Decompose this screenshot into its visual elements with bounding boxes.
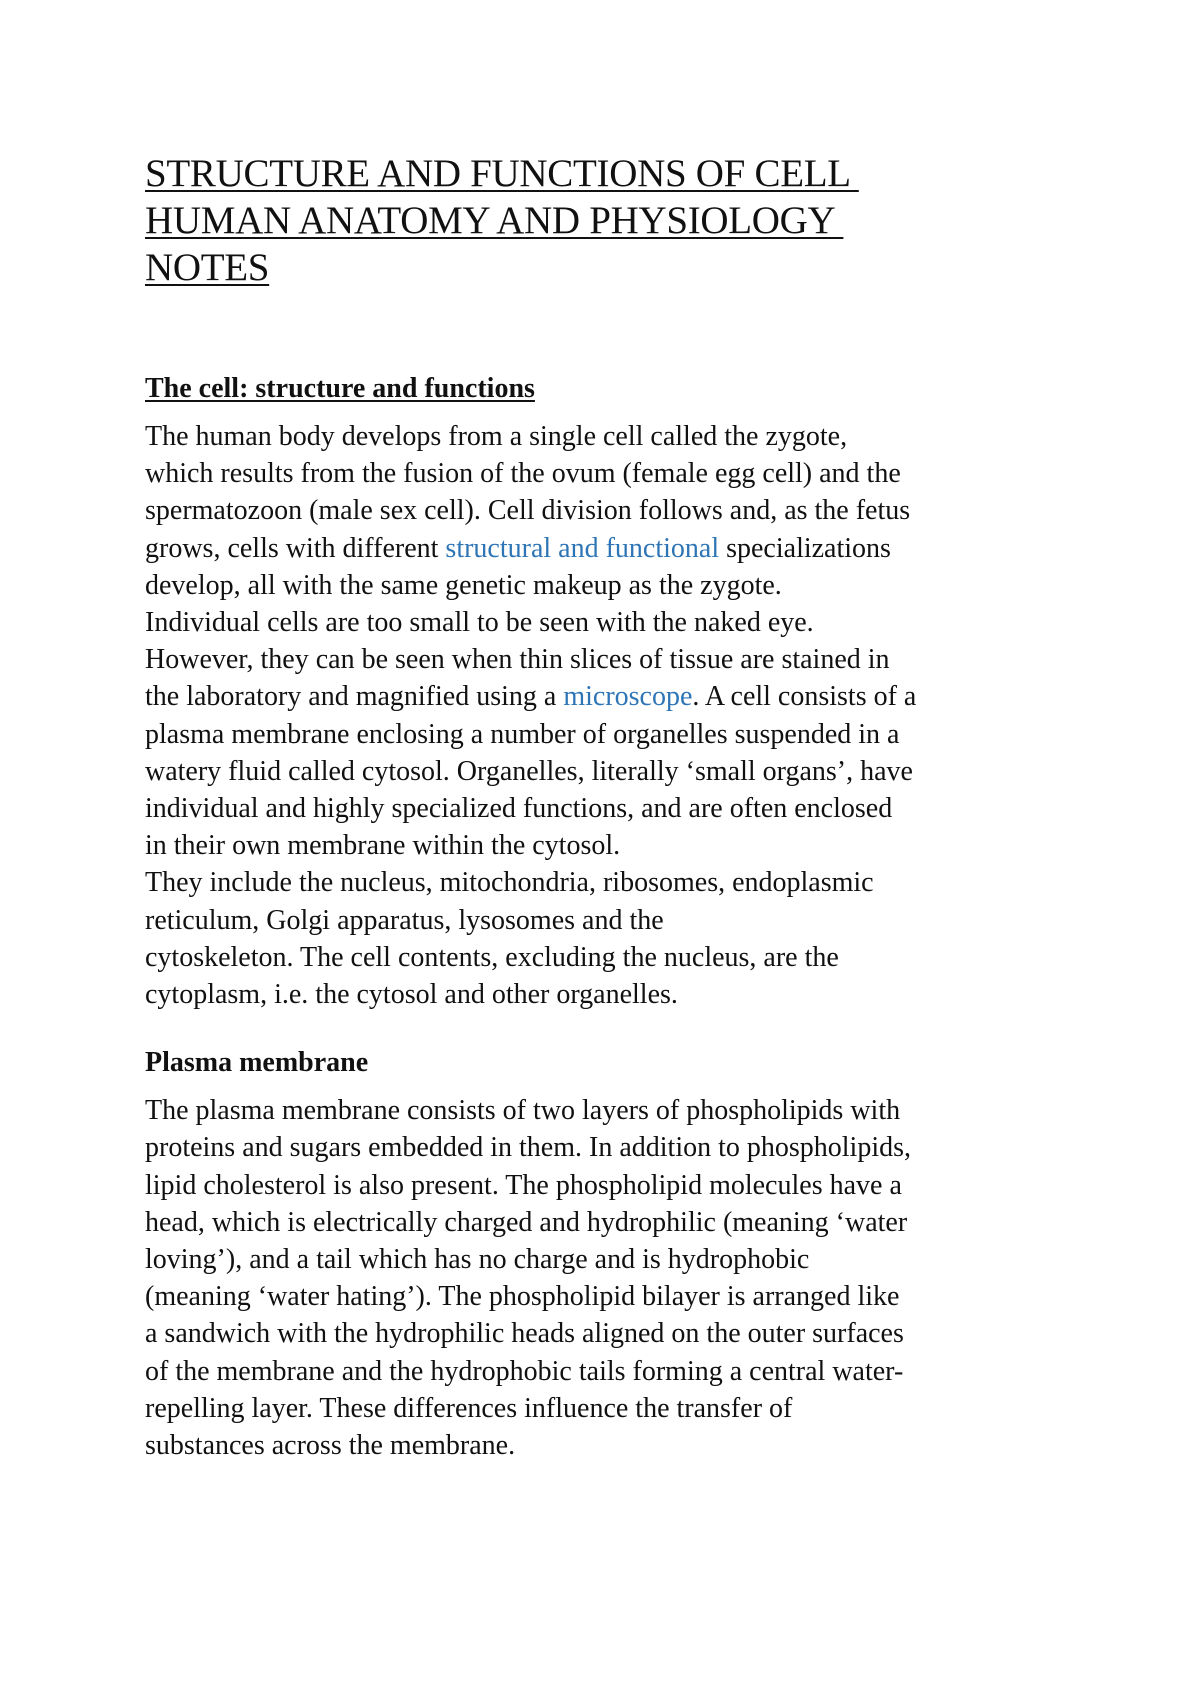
title-line: NOTES <box>145 246 270 289</box>
text-line: spermatozoon (male sex cell). Cell division follows and, as the fetus <box>145 495 911 527</box>
text-line: reticulum, Golgi apparatus, lysosomes and the <box>145 904 664 936</box>
section-heading-cell: The cell: structure and functions <box>145 373 535 404</box>
text-line: Individual cells are too small to be seen with the naked eye. <box>145 607 814 639</box>
text-segment: grows, cells with different <box>145 532 446 564</box>
text-line: cytoplasm, i.e. the cytosol and other organelles. <box>145 979 678 1011</box>
text-line: loving’), and a tail which has no charge and is hydrophobic <box>145 1244 810 1276</box>
text-line: individual and highly specialized functions, and are often enclosed <box>145 793 893 825</box>
section-heading-plasma-membrane: Plasma membrane <box>145 1047 369 1079</box>
page-title <box>145 150 1075 291</box>
text-line: head, which is electrically charged and hydrophilic (meaning ‘water <box>145 1206 908 1238</box>
text-line: repelling layer. These differences influence the transfer of <box>145 1392 793 1424</box>
text-line: proteins and sugars embedded in them. In addition to phospholipids, <box>145 1132 912 1164</box>
text-line: They include the nucleus, mitochondria, ribosomes, endoplasmic <box>145 867 874 899</box>
paragraph-plasma-membrane <box>145 1092 1075 1464</box>
structural-and-functional-link[interactable]: structural and functional <box>445 532 720 564</box>
text-segment: the laboratory and magnified using a <box>145 681 564 713</box>
text-line: develop, all with the same genetic makeup as the zygote. <box>145 569 782 601</box>
text-line: which results from the fusion of the ovum (female egg cell) and the <box>145 458 901 490</box>
document-page <box>145 150 1075 1464</box>
text-line: watery fluid called cytosol. Organelles, literally ‘small organs’, have <box>145 755 913 787</box>
text-line: cytoskeleton. The cell contents, excluding the nucleus, are the <box>145 941 839 973</box>
microscope-link[interactable]: microscope <box>563 681 693 713</box>
title-line: HUMAN ANATOMY AND PHYSIOLOGY <box>145 199 844 242</box>
text-line: (meaning ‘water hating’). The phospholipid bilayer is arranged like <box>145 1281 900 1313</box>
text-line: lipid cholesterol is also present. The phospholipid molecules have a <box>145 1169 902 1201</box>
text-line: The plasma membrane consists of two layers of phospholipids with <box>145 1095 901 1127</box>
title-line: STRUCTURE AND FUNCTIONS OF CELL <box>145 152 859 195</box>
text-line <box>145 678 1075 715</box>
text-line: The human body develops from a single cell called the zygote, <box>145 421 848 452</box>
text-segment: . A cell consists of a <box>692 681 917 713</box>
text-line: plasma membrane enclosing a number of organelles suspended in a <box>145 718 900 750</box>
paragraph-cell-structure <box>145 418 1075 1013</box>
text-line: a sandwich with the hydrophilic heads aligned on the outer surfaces <box>145 1318 904 1350</box>
text-line: However, they can be seen when thin slices of tissue are stained in <box>145 644 890 676</box>
text-line: of the membrane and the hydrophobic tails forming a central water- <box>145 1355 904 1387</box>
text-line: in their own membrane within the cytosol. <box>145 830 621 862</box>
text-line <box>145 530 1075 567</box>
text-line: substances across the membrane. <box>145 1430 516 1462</box>
text-segment: specializations <box>719 532 891 564</box>
